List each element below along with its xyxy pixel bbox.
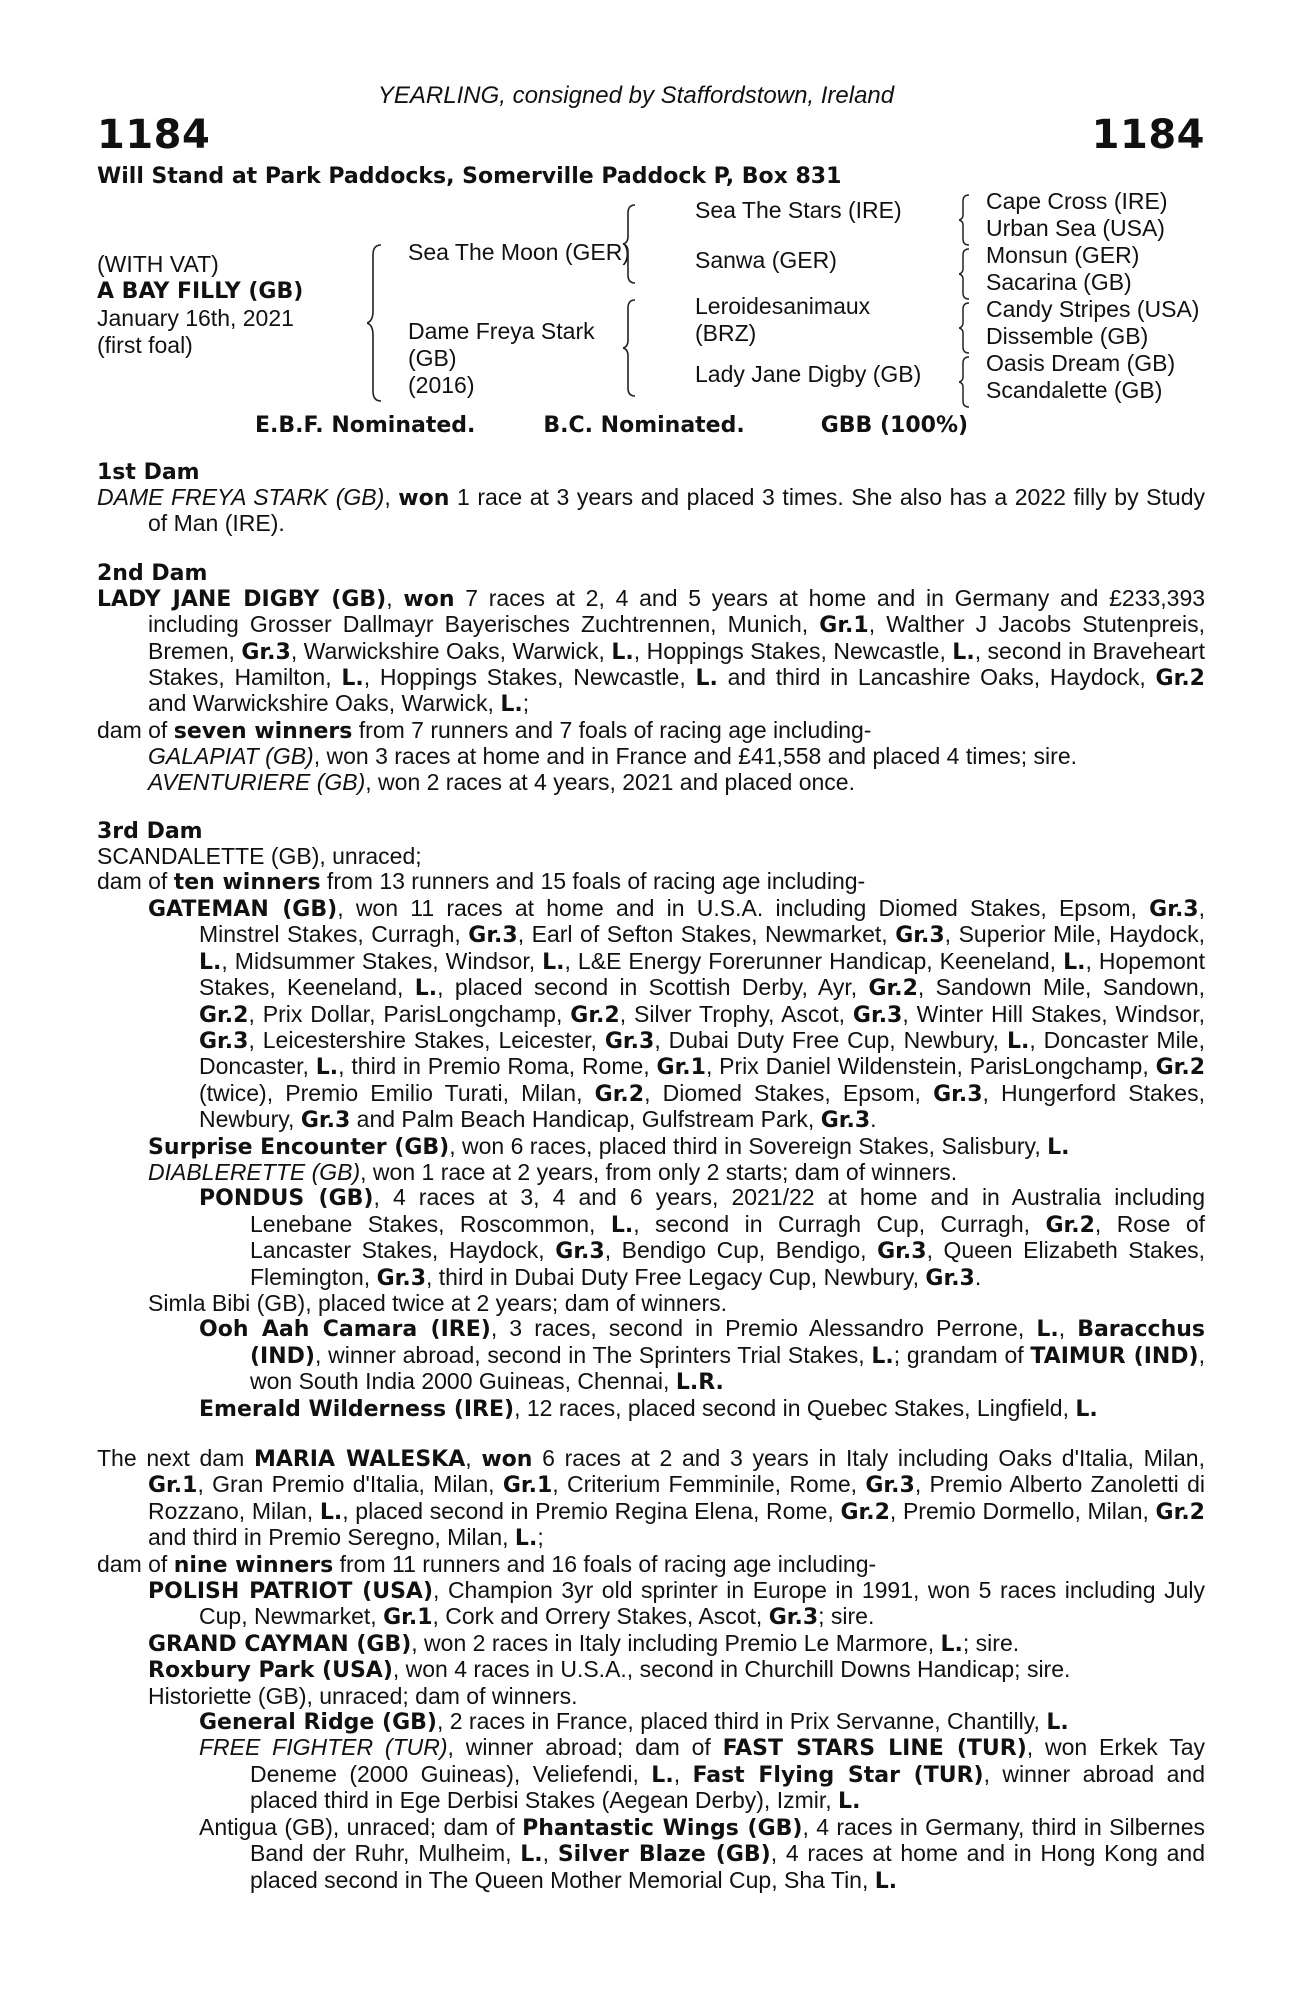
grade-label: L.: [414, 976, 438, 1002]
sire-dam-dam: Sacarina (GB): [986, 269, 1132, 295]
text-fragment: The next dam: [97, 1445, 254, 1471]
grade-label: L.: [514, 1526, 538, 1552]
grade-label: Gr.2: [1155, 1055, 1205, 1081]
text-fragment: , placed second in Premio Regina Elena, Rome,: [342, 1497, 841, 1524]
next-dam-text: [97, 1446, 1205, 1552]
text-fragment: , Gran Premio d'Italia, Milan,: [197, 1471, 503, 1498]
grade-label: Gr.2: [594, 1081, 645, 1107]
text-fragment: 6 races at 2 and 3 years in Italy including Oaks d'Italia, Milan,: [532, 1445, 1205, 1471]
text-fragment: , won 3 races at home and in France and £41,558 and placed 4 times; sire.: [313, 743, 1078, 770]
dam-sire-sire: Candy Stripes (USA): [986, 296, 1200, 322]
text-fragment: ,: [386, 584, 404, 611]
text-fragment: dam of: [97, 716, 174, 743]
text-fragment: , Bendigo Cup, Bendigo,: [604, 1237, 878, 1264]
text-fragment: ,: [1058, 1315, 1066, 1342]
text-fragment: , 12 races, placed second in Quebec Stakes, Lingfield,: [514, 1394, 1076, 1421]
grade-label: Gr.2: [570, 1002, 620, 1028]
next-dam-produce-line: [97, 1552, 1205, 1578]
text-fragment: , Minstrel Stakes, Curragh,: [199, 894, 1205, 948]
text-fragment: , Hoppings Stakes, Newcastle,: [363, 664, 696, 691]
text-fragment: 1 race at 3 years and placed 3 times. She also has a 2022 filly by Study of Man (IRE).: [148, 484, 1205, 537]
listed-label: L.: [874, 1868, 898, 1894]
catalogue-page: [97, 82, 1205, 1894]
won-label: won: [398, 486, 450, 511]
text-fragment: 7 races at 2, 4 and 5 years at home and in Germany and £233,393 including Grosser Dallmayr Bayerisches Zuchtrennen, Munich,: [148, 584, 1206, 638]
nominations-row: [97, 413, 1205, 438]
grade-label: Gr.3: [852, 1002, 903, 1028]
first-dam-name: DAME FREYA STARK (GB): [97, 484, 385, 510]
third-dam-heading: 3rd Dam: [97, 819, 203, 845]
text-fragment: , Superior Mile, Haydock,: [944, 921, 1206, 948]
text-fragment: (twice), Premio Emilio Turati, Milan,: [199, 1079, 595, 1106]
second-dam-heading: 2nd Dam: [97, 560, 208, 586]
text-fragment: , Cork and Orrery Stakes, Ascot,: [432, 1603, 769, 1630]
pedigree-brace-sire: [623, 203, 641, 285]
text-fragment: , Rose of Lancaster Stakes, Haydock,: [250, 1210, 1206, 1264]
text-fragment: , Winter Hill Stakes, Windsor,: [902, 1000, 1205, 1027]
produce-aventuriere: [148, 770, 1205, 795]
grade-label: Gr.3: [925, 1265, 975, 1291]
text-fragment: , L&E Energy Forerunner Handicap, Keeneland,: [564, 947, 1064, 974]
text-fragment: , 4 races at 3, 4 and 6 years, 2021/22 at home and in Australia including Lenebane Stakes, Roscommon,: [250, 1184, 1205, 1237]
horse-name: PONDUS (GB): [199, 1186, 374, 1212]
pedigree-brace-main: [367, 243, 387, 403]
text-fragment: Antigua (GB), unraced; dam of: [199, 1813, 523, 1840]
text-fragment: , Prix Daniel Wildenstein, ParisLongchamp,: [705, 1053, 1156, 1080]
pedigree-brace-g3-4: [959, 355, 973, 409]
grade-label: Gr.3: [468, 923, 518, 949]
text-fragment: , Premio Alberto Zanoletti di Rozzano, Milan,: [148, 1471, 1205, 1524]
text-fragment: ,: [673, 1760, 693, 1787]
grade-label: Gr.3: [300, 1108, 351, 1134]
produce-diablerette: [148, 1160, 1205, 1185]
grade-label: Gr.1: [383, 1605, 433, 1631]
text-fragment: , Warwickshire Oaks, Warwick,: [290, 637, 612, 664]
sire-sire-dam: Urban Sea (USA): [986, 215, 1165, 241]
listed-label: L.: [871, 1343, 894, 1369]
pedigree-brace-dam: [623, 298, 641, 398]
text-fragment: from 11 runners and 16 foals of racing age including-: [333, 1550, 877, 1577]
text-fragment: , 3 races, second in Premio Alessandro Perrone,: [490, 1315, 1037, 1342]
text-fragment: dam of: [97, 1550, 174, 1577]
grade-label: L.: [199, 949, 222, 975]
grade-label: L.: [1006, 1028, 1030, 1054]
text-fragment: , Premio Dormello, Milan,: [889, 1497, 1156, 1524]
grade-label: Gr.2: [1045, 1212, 1095, 1238]
text-fragment: , Sandown Mile, Sandown,: [917, 974, 1206, 1001]
text-fragment: , Dubai Duty Free Cup, Newbury,: [654, 1026, 1007, 1053]
horse-name: Fast Flying Star (TUR): [692, 1762, 984, 1788]
pedigree-table: [97, 188, 1205, 409]
lot-number-row: [97, 110, 1205, 160]
listed-label: L.R.: [675, 1370, 724, 1396]
text-fragment: dam of: [97, 868, 174, 895]
text-fragment: ;: [522, 690, 530, 717]
sire: Sea The Moon (GER): [408, 239, 631, 265]
grade-label: L.: [315, 1055, 339, 1081]
grade-label: Gr.2: [1155, 666, 1205, 692]
listed-label: L.: [1047, 1134, 1070, 1160]
produce-free-fighter: [199, 1735, 1205, 1814]
text-fragment: , Leicestershire Stakes, Leicester,: [248, 1026, 605, 1053]
listed-label: L.: [952, 639, 975, 665]
next-dam-section: [97, 1446, 1205, 1894]
horse-name: DIABLERETTE (GB): [148, 1158, 361, 1185]
second-dam-text: [97, 586, 1205, 718]
text-fragment: , winner abroad, second in The Sprinters Trial Stakes,: [314, 1341, 872, 1368]
text-fragment: ; sire.: [818, 1603, 875, 1630]
foal-note: (first foal): [97, 332, 193, 358]
grade-label: Gr.3: [241, 639, 291, 665]
listed-label: L.: [611, 639, 634, 665]
text-fragment: , Criterium Femminile, Rome,: [552, 1471, 866, 1498]
stand-location: Will Stand at Park Paddocks, Somerville Paddock P, Box 831: [97, 164, 842, 189]
text-fragment: ;: [537, 1524, 544, 1551]
text-fragment: and Palm Beach Handicap, Gulfstream Park,: [350, 1106, 821, 1133]
won-label: won: [403, 586, 455, 612]
horse-name: Ooh Aah Camara (IRE): [199, 1317, 491, 1343]
produce-roxbury-park: [148, 1657, 1205, 1683]
winners-count: seven winners: [173, 718, 353, 744]
horse-name: GRAND CAYMAN (GB): [148, 1631, 412, 1657]
grade-label: Gr.3: [555, 1239, 605, 1265]
grade-label: Gr.3: [1149, 896, 1199, 922]
text-fragment: grandam of: [900, 1341, 1031, 1368]
produce-general-ridge: [199, 1709, 1205, 1735]
horse-name: Emerald Wilderness (IRE): [199, 1396, 515, 1422]
grade-label: L.: [542, 949, 565, 975]
foaling-date: January 16th, 2021: [97, 305, 294, 331]
text-fragment: .: [870, 1106, 877, 1133]
sire-dam-sire: Monsun (GER): [986, 242, 1140, 268]
listed-label: L.: [940, 1631, 963, 1657]
pedigree-brace-g3-1: [959, 193, 973, 247]
pedigree-brace-g3-3: [959, 301, 973, 355]
dam-dam-sire: Oasis Dream (GB): [986, 350, 1176, 376]
grade-label: Gr.3: [376, 1265, 426, 1291]
text-fragment: , second in Braveheart Stakes, Hamilton,: [148, 637, 1205, 691]
text-fragment: from 7 runners and 7 foals of racing age including-: [352, 716, 872, 743]
produce-ooh-aah-camara: [199, 1316, 1205, 1395]
grade-label: L.: [610, 1212, 634, 1238]
first-dam-text: [97, 485, 1205, 537]
horse-name: POLISH PATRIOT (USA): [148, 1579, 434, 1605]
text-fragment: , Hopemont Stakes, Keeneland,: [199, 947, 1205, 1001]
race-record: [250, 1184, 1205, 1289]
second-dam-produce-line: [97, 718, 1205, 744]
dam-line-1: Dame Freya Stark: [408, 318, 595, 344]
produce-grand-cayman: [148, 1631, 1205, 1657]
text-fragment: , 4 races in Germany, third in Silbernes Band der Ruhr, Mulheim,: [250, 1813, 1206, 1867]
bc-nomination: B.C. Nominated.: [543, 413, 745, 438]
text-fragment: , Midsummer Stakes, Windsor,: [221, 947, 543, 974]
horse-name: Baracchus (IND): [250, 1317, 1205, 1369]
text-fragment: , Diomed Stakes, Epsom,: [644, 1079, 934, 1106]
listed-label: L.: [341, 666, 364, 692]
text-fragment: and Warwickshire Oaks, Warwick,: [148, 690, 501, 717]
sire-dam: Sanwa (GER): [695, 247, 837, 273]
produce-polish-patriot: [148, 1578, 1205, 1631]
listed-label: L.: [695, 666, 718, 692]
listed-label: L.: [838, 1789, 861, 1815]
text-fragment: , won 2 races at 4 years, 2021 and placed once.: [365, 768, 855, 795]
horse-name: GALAPIAT (GB): [148, 743, 314, 770]
text-fragment: , 4 races at home and in Hong Kong and placed second in The Queen Mother Memorial Cup, Sha Tin,: [250, 1840, 1205, 1893]
grade-label: Gr.2: [1155, 1499, 1205, 1525]
grade-label: Gr.2: [868, 976, 918, 1002]
horse-name: GATEMAN (GB): [148, 896, 338, 922]
grade-label: L.: [319, 1499, 343, 1525]
listed-label: L.: [1036, 1317, 1059, 1343]
produce-surprise-encounter: [148, 1134, 1205, 1160]
dam-line-3: (2016): [408, 372, 475, 398]
dam-sire-dam: Dissemble (GB): [986, 323, 1149, 349]
grade-label: Gr.3: [199, 1028, 249, 1054]
text-fragment: , won 1 race at 2 years, from only 2 starts; dam of winners.: [360, 1158, 958, 1185]
text-fragment: , Doncaster Mile, Doncaster,: [199, 1026, 1205, 1080]
listed-label: L.: [1075, 1396, 1098, 1422]
grade-label: Gr.3: [768, 1605, 819, 1631]
grade-label: Gr.3: [865, 1473, 915, 1499]
text-fragment: , won 6 races, placed third in Sovereign Stakes, Salisbury,: [449, 1132, 1048, 1159]
grade-label: L.: [1063, 949, 1086, 975]
text-fragment: .: [974, 1263, 982, 1290]
text-fragment: , winner abroad; dam of: [447, 1734, 723, 1761]
horse-name: AVENTURIERE (GB): [148, 768, 366, 795]
ebf-nomination: E.B.F. Nominated.: [255, 413, 476, 438]
lot-number-left: 1184: [97, 112, 211, 158]
text-fragment: , Hungerford Stakes, Newbury,: [199, 1079, 1205, 1133]
text-fragment: , Prix Dollar, ParisLongchamp,: [248, 1000, 571, 1027]
produce-galapiat: [148, 744, 1205, 769]
text-fragment: , second in Curragh Cup, Curragh,: [633, 1210, 1046, 1237]
horse-name: FAST STARS LINE (TUR): [722, 1736, 1027, 1762]
produce-gateman: [148, 896, 1205, 1134]
grade-label: Gr.2: [840, 1499, 890, 1525]
dam-sire-line-2: (BRZ): [695, 320, 757, 346]
horse-name: FREE FIGHTER (TUR): [199, 1734, 448, 1761]
text-fragment: , third in Premio Roma, Rome,: [338, 1053, 657, 1080]
lot-name: A BAY FILLY (GB): [97, 279, 304, 304]
text-fragment: ,: [465, 1445, 482, 1471]
horse-name: TAIMUR (IND): [1030, 1343, 1199, 1369]
text-fragment: , third in Dubai Duty Free Legacy Cup, Newbury,: [426, 1263, 926, 1290]
text-fragment: and third in Premio Seregno, Milan,: [148, 1524, 515, 1551]
consignor-line: YEARLING, consigned by Staffordstown, Ireland: [377, 82, 895, 109]
produce-emerald-wilderness: [199, 1396, 1205, 1422]
text-fragment: , won 2 races in Italy including Premio Le Marmore,: [411, 1629, 941, 1656]
produce-antigua: [199, 1815, 1205, 1894]
text-fragment: , won 4 races in U.S.A., second in Churchill Downs Handicap; sire.: [392, 1656, 1071, 1683]
text-fragment: , won South India 2000 Guineas, Chennai,: [250, 1341, 1205, 1395]
gbb-status: GBB (100%): [820, 413, 969, 438]
produce-simla-bibi: Simla Bibi (GB), placed twice at 2 years; dam of winners.: [148, 1289, 728, 1316]
text-fragment: , Champion 3yr old sprinter in Europe in 1991, won 5 races including July Cup, Newmarket,: [199, 1577, 1205, 1630]
horse-name: Phantastic Wings (GB): [522, 1815, 803, 1841]
text-fragment: from 13 runners and 15 foals of racing age including-: [320, 868, 866, 895]
text-fragment: , Hoppings Stakes, Newcastle,: [633, 637, 953, 664]
second-dam-name: LADY JANE DIGBY (GB): [97, 586, 387, 612]
winners-count: nine winners: [173, 1552, 334, 1578]
grade-label: Gr.1: [656, 1055, 706, 1081]
vat-note: (WITH VAT): [97, 251, 219, 277]
text-fragment: ;: [893, 1341, 901, 1368]
text-fragment: , Earl of Sefton Stakes, Newmarket,: [517, 921, 896, 948]
grade-label: Gr.3: [895, 923, 945, 949]
text-fragment: , Walther J Jacobs Stutenpreis, Bremen,: [148, 611, 1205, 664]
horse-name: MARIA WALESKA: [253, 1447, 466, 1472]
listed-label: L.: [1046, 1710, 1069, 1736]
race-record: [199, 895, 1205, 1132]
listed-label: L.: [651, 1762, 674, 1788]
grade-label: Gr.3: [604, 1028, 655, 1054]
dam-line-2: (GB): [408, 345, 457, 371]
third-dam-intro: SCANDALETTE (GB), unraced;: [97, 843, 422, 870]
text-fragment: , won Erkek Tay Deneme (2000 Guineas), Veliefendi,: [250, 1734, 1205, 1787]
sire-sire: Sea The Stars (IRE): [695, 197, 902, 223]
grade-label: Gr.3: [933, 1081, 983, 1107]
text-fragment: ,: [542, 1840, 558, 1867]
lot-number-right: 1184: [1091, 112, 1205, 158]
horse-name: Surprise Encounter (GB): [148, 1134, 450, 1160]
grade-label: Gr.3: [877, 1239, 927, 1265]
listed-label: L.: [520, 1842, 543, 1868]
produce-historiette: Historiette (GB), unraced; dam of winners.: [148, 1682, 578, 1709]
grade-label: Gr.3: [820, 1108, 871, 1134]
third-dam-section: [97, 819, 1205, 1422]
horse-name: Roxbury Park (USA): [148, 1658, 393, 1684]
text-fragment: , Silver Trophy, Ascot,: [619, 1000, 853, 1027]
text-fragment: ,: [384, 484, 399, 510]
grade-label: Gr.1: [819, 613, 869, 639]
listed-label: L.: [500, 692, 523, 718]
grade-label: Gr.1: [502, 1473, 553, 1499]
pedigree-brace-g3-2: [959, 247, 973, 301]
text-fragment: , Queen Elizabeth Stakes, Flemington,: [250, 1237, 1206, 1290]
text-fragment: , won 11 races at home and in U.S.A. including Diomed Stakes, Epsom,: [337, 894, 1150, 921]
third-dam-produce-line: [97, 869, 1205, 895]
dam-dam: Lady Jane Digby (GB): [695, 361, 922, 387]
grade-label: Gr.1: [148, 1473, 198, 1499]
text-fragment: ; sire.: [962, 1629, 1020, 1656]
horse-name: General Ridge (GB): [199, 1710, 437, 1736]
grade-label: Gr.2: [199, 1002, 249, 1028]
text-fragment: , winner abroad and placed third in Ege Derbisi Stakes (Aegean Derby), Izmir,: [250, 1760, 1205, 1814]
winners-count: ten winners: [173, 870, 321, 896]
produce-pondus: [199, 1185, 1205, 1291]
first-dam-section: [97, 460, 1205, 537]
sire-sire-sire: Cape Cross (IRE): [986, 188, 1168, 214]
won-label: won: [481, 1447, 533, 1472]
dam-sire-line-1: Leroidesanimaux: [695, 293, 871, 319]
dam-dam-dam: Scandalette (GB): [986, 377, 1163, 403]
first-dam-heading: 1st Dam: [97, 460, 200, 485]
text-fragment: and third in Lancashire Oaks, Haydock,: [717, 664, 1156, 691]
text-fragment: , placed second in Scottish Derby, Ayr,: [437, 974, 869, 1001]
horse-name: Silver Blaze (GB): [557, 1842, 771, 1868]
second-dam-section: [97, 561, 1205, 795]
text-fragment: , 2 races in France, placed third in Prix Servanne, Chantilly,: [436, 1708, 1047, 1735]
